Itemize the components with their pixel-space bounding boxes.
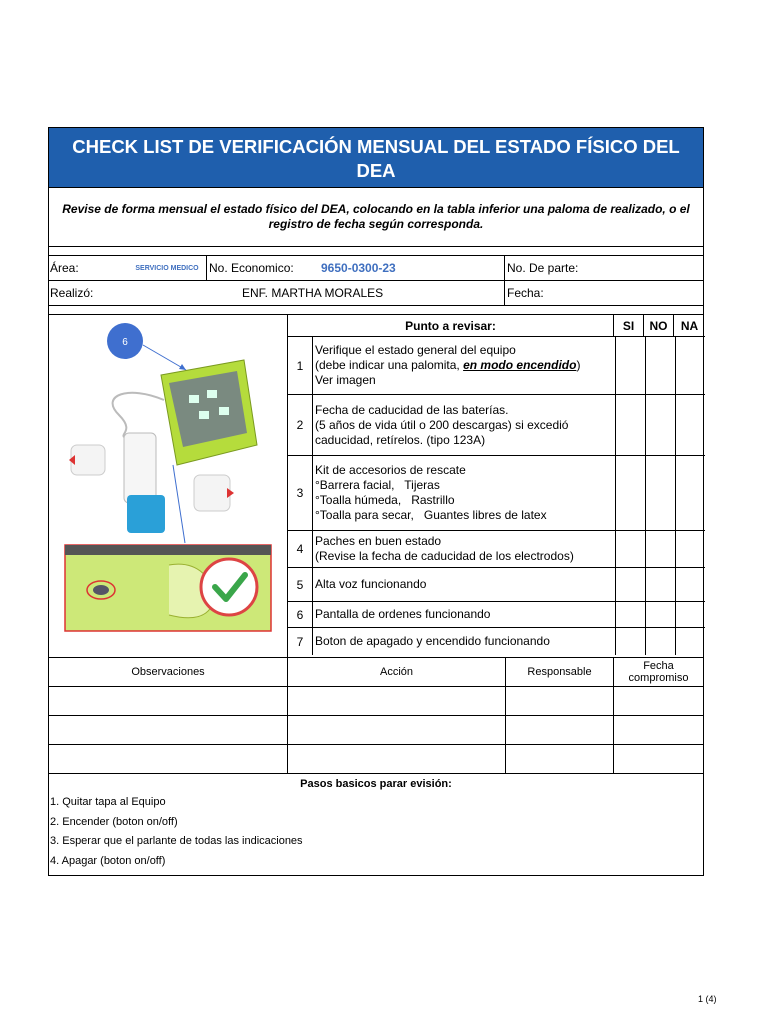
electrode-pad-right [194,475,230,511]
responsable-header: Responsable [506,658,614,686]
callout-number: 6 [122,337,128,348]
fecha-cell[interactable] [614,716,703,744]
item-text: Alta voz funcionando [313,568,616,601]
info-row-2 [49,281,703,306]
si-checkbox[interactable] [616,568,646,601]
area-value: SERVICIO MEDICO [127,256,207,280]
economico-label: No. Economico: [209,261,294,275]
observations-row [49,745,703,774]
electrode-package [124,433,156,503]
punto-header: Punto a revisar: [288,315,614,336]
item-text: Fecha de caducidad de las baterías. (5 años de vida útil o 200 descargas) si excedió caducidad, retírelos. (tipo 123A) [313,395,616,455]
na-checkbox[interactable] [676,531,705,567]
observaciones-cell[interactable] [49,745,288,773]
na-checkbox[interactable] [676,628,705,655]
checklist-item [288,337,705,395]
item-number: 5 [288,568,313,601]
si-header: SI [614,315,644,336]
checklist-header [288,315,705,337]
page-number: 1 (4) [698,994,717,1004]
si-checkbox[interactable] [616,602,646,627]
step-item: 1. Quitar tapa al Equipo [50,796,166,808]
accion-cell[interactable] [288,716,506,744]
si-checkbox[interactable] [616,337,646,394]
checklist-item [288,456,705,531]
accion-cell[interactable] [288,687,506,715]
no-checkbox[interactable] [646,628,676,655]
parte-label: No. De parte: [507,261,579,275]
fecha-compromiso-header: Fecha compromiso [628,660,689,684]
electrode-pad-left [71,445,105,475]
observations-row [49,716,703,745]
item-number: 1 [288,337,313,394]
fecha-label: Fecha: [507,286,544,300]
observations-row [49,687,703,716]
si-checkbox[interactable] [616,395,646,455]
info-row-1 [49,256,703,281]
item-text: Boton de apagado y encendido funcionando [313,628,616,655]
steps-title: Pasos basicos parar evisión: [300,778,452,790]
item-text: Verifique el estado general del equipo (debe indicar una palomita, en modo encendido) Ver imagen [313,337,616,394]
checklist-item [288,568,705,602]
checklist-sheet [48,127,704,876]
cpr-pad [127,495,165,533]
item-text: Pantalla de ordenes funcionando [313,602,616,627]
no-header: NO [644,315,674,336]
checklist-main [49,315,703,658]
no-checkbox[interactable] [646,456,676,530]
responsable-cell[interactable] [506,687,614,715]
fecha-cell[interactable] [614,745,703,773]
accion-cell[interactable] [288,745,506,773]
aed-device-illustration [49,315,287,657]
observaciones-cell[interactable] [49,716,288,744]
no-checkbox[interactable] [646,568,676,601]
no-checkbox[interactable] [646,531,676,567]
checklist-item [288,395,705,456]
area-label: Área: [50,261,79,275]
checklist-item [288,602,705,628]
realizo-value: ENF. MARTHA MORALES [207,281,505,305]
page-title: CHECK LIST DE VERIFICACIÓN MENSUAL DEL ESTADO FÍSICO DEL DEA [49,128,703,188]
checklist-item [288,531,705,568]
na-checkbox[interactable] [676,602,705,627]
na-checkbox[interactable] [676,568,705,601]
si-checkbox[interactable] [616,456,646,530]
item-number: 3 [288,456,313,530]
intro-text: Revise de forma mensual el estado físico del DEA, colocando en la tabla inferior una paloma de realizado, o el registro de fecha según corresponda. [49,188,703,247]
item-number: 4 [288,531,313,567]
economico-value: 9650-0300-23 [319,256,505,280]
responsable-cell[interactable] [506,716,614,744]
si-checkbox[interactable] [616,531,646,567]
no-checkbox[interactable] [646,337,676,394]
item-number: 6 [288,602,313,627]
observaciones-header: Observaciones [49,658,288,686]
item-text: Paches en buen estado (Revise la fecha de caducidad de los electrodos) [313,531,616,567]
spacer-row [49,247,703,256]
na-checkbox[interactable] [676,337,705,394]
si-checkbox[interactable] [616,628,646,655]
step-item: 4. Apagar (boton on/off) [50,854,166,867]
item-number: 2 [288,395,313,455]
steps-section [49,774,703,875]
checklist-item [288,628,705,655]
no-checkbox[interactable] [646,602,676,627]
fecha-cell[interactable] [614,687,703,715]
check-indicator [201,559,257,615]
accion-header: Acción [288,658,506,686]
step-item: 2. Encender (boton on/off) [50,815,178,828]
spacer-row-2 [49,306,703,315]
observations-header [49,658,703,687]
no-checkbox[interactable] [646,395,676,455]
observaciones-cell[interactable] [49,687,288,715]
checklist-table [288,315,705,657]
realizo-label: Realizó: [50,286,94,300]
na-header: NA [680,318,699,333]
na-checkbox[interactable] [676,395,705,455]
step-item: 3. Esperar que el parlante de todas las indicaciones [50,835,303,847]
na-checkbox[interactable] [676,456,705,530]
item-number: 7 [288,628,313,655]
responsable-cell[interactable] [506,745,614,773]
callout-arrow [143,345,186,370]
dea-image [49,315,288,657]
item-text: Kit de accesorios de rescate °Barrera facial, Tijeras °Toalla húmeda, Rastrillo °Toalla para secar, Guantes libres de latex [313,456,616,530]
